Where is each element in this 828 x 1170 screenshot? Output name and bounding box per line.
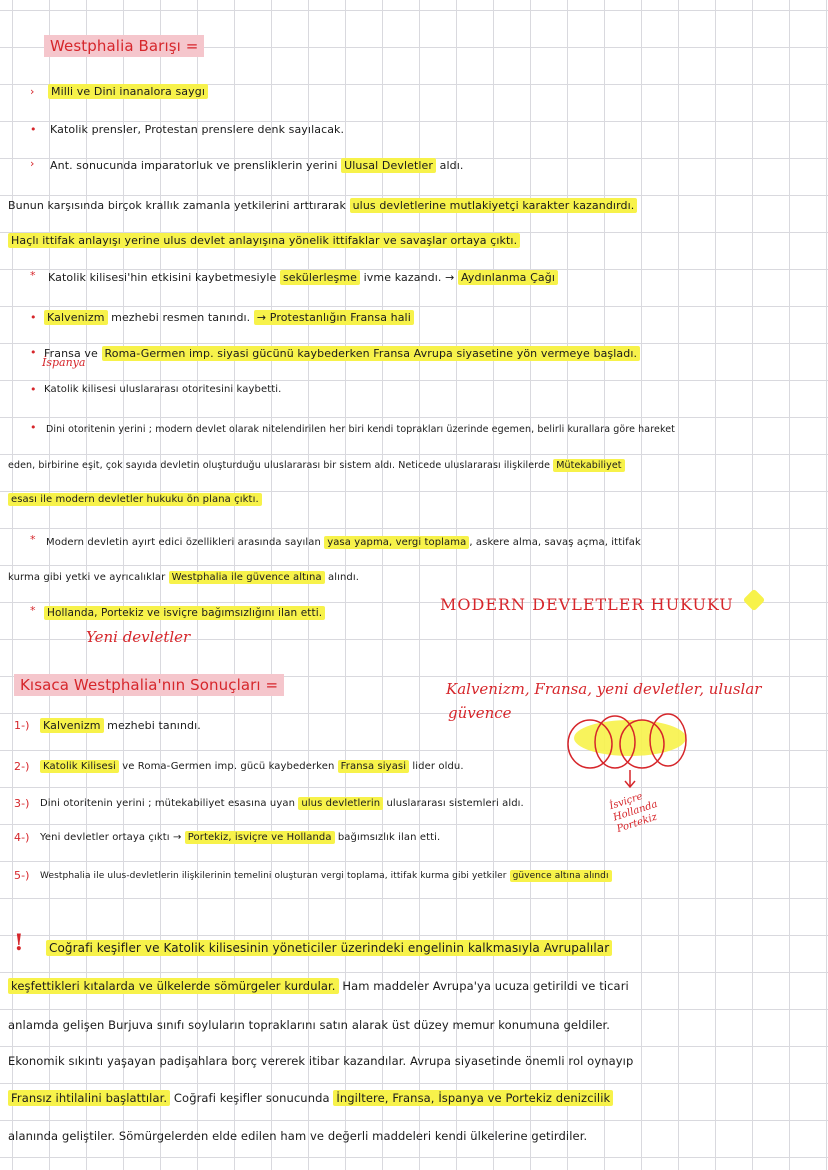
highlight-text: yasa yapma, vergi toplama [324, 536, 469, 549]
result-item: Yeni devletler ortaya çıktı → Portekiz, isviçre ve Hollanda bağımsızlık ilan etti. [40, 832, 441, 843]
highlight-mark [743, 589, 766, 612]
bullet-marker: • [30, 346, 37, 359]
bullet-marker: › [30, 157, 35, 170]
result-number: 3-) [14, 797, 30, 810]
bullet-text: Kalvenizm mezhebi resmen tanındı. → Protestanlığın Fransa hali [44, 310, 414, 326]
highlight-text: Haçlı ittifak anlayışı yerine ulus devlet anlayışına yönelik ittifaklar ve savaşlar ortaya çıktı. [8, 233, 520, 248]
result-number: 5-) [14, 869, 30, 882]
paragraph-line: alanında geliştiler. Sömürgelerden elde edilen ham ve değerli maddeleri kendi ülkelerine getirdiler. [8, 1129, 588, 1143]
bullet-text: Ant. sonucunda imparatorluk ve prensliklerin yerini Ulusal Devletler aldı. [50, 159, 464, 172]
paragraph-line: anlamda gelişen Burjuva sınıfı soyluların topraklarını satın alarak üst düzey memur konumuna geldiler. [8, 1018, 611, 1032]
section-title-westphalia: Westphalia Barışı = [44, 38, 204, 54]
result-item: Dini otoritenin yerini ; mütekabiliyet esasına uyan ulus devletlerin uluslararası sistemleri aldı. [40, 798, 524, 809]
paragraph-line: kurma gibi yetki ve ayrıcalıklar Westphalia ile güvence altına alındı. [8, 572, 359, 583]
paragraph-line: Bunun karşısında birçok krallık zamanla yetkilerini arttırarak ulus devletlerine mutlakiyetçi karakter kazandırdı. [8, 198, 637, 214]
bullet-text: Modern devletin ayırt edici özellikleri arasında sayılan yasa yapma, vergi toplama , askere alma, savaş açma, ittifak [46, 537, 641, 548]
highlight-text: sekülerleşme [280, 270, 360, 285]
bullet-text: Fransa ve Roma-Germen imp. siyasi gücünü kaybederken Fransa Avrupa siyasetine yön vermeye başladı. [44, 346, 640, 362]
red-note: İspanya [42, 356, 86, 369]
red-side-note: güvence [448, 704, 512, 722]
bullet-marker: * [30, 269, 36, 282]
highlight-text: Fransa siyasi [338, 760, 409, 773]
highlight-text: Westphalia ile güvence altına [169, 571, 325, 584]
result-item: Westphalia ile ulus-devletlerin ilişkilerinin temelini oluşturan vergi toplama, ittifak kurma gibi yetkiler güvence altına alındı [40, 868, 612, 884]
highlight-text: Fransız ihtilalini başlattılar. [8, 1090, 170, 1106]
result-number: 2-) [14, 760, 30, 773]
highlight-text: Katolik Kilisesi [40, 760, 119, 773]
highlight-text: İngiltere, Fransa, İspanya ve Portekiz denizcilik [333, 1090, 613, 1106]
red-circle-note: İsviçre Hollanda Portekiz [608, 791, 659, 835]
result-item: Kalvenizm mezhebi tanındı. [40, 718, 201, 734]
red-note-modern-law: MODERN DEVLETLER HUKUKU [440, 595, 734, 614]
bullet-marker: › [30, 85, 35, 98]
bullet-text: Dini otoritenin yerini ; modern devlet olarak nitelendirilen her biri kendi toprakları üzerinde egemen, belirli kurallara göre hareket [46, 424, 675, 435]
highlight-text: keşfettikleri kıtalarda ve ülkelerde sömürgeler kurdular. [8, 978, 339, 994]
bullet-text [44, 605, 325, 621]
highlight-text: ulus devletlerine mutlakiyetçi karakter kazandırdı. [350, 198, 638, 213]
bullet-marker: • [30, 123, 37, 136]
highlight-text: Portekiz, isviçre ve Hollanda [185, 831, 335, 844]
bullet-marker: • [30, 383, 37, 396]
result-number: 4-) [14, 831, 30, 844]
paragraph-line [46, 940, 612, 956]
result-item: Katolik Kilisesi ve Roma-Germen imp. gücü kaybederken Fransa siyasi lider oldu. [40, 759, 464, 775]
paragraph-line: Fransız ihtilalini başlattılar. Coğrafi keşifler sonucunda İngiltere, Fransa, İspanya ve Portekiz denizcilik [8, 1090, 613, 1106]
highlight-text: Hollanda, Portekiz ve isviçre bağımsızlığını ilan etti. [44, 606, 325, 620]
highlight-text: Coğrafi keşifler ve Katolik kilisesinin yöneticiler üzerindeki engelinin kalkmasıyla Avrupalılar [46, 940, 612, 956]
highlight-text: Roma-Germen imp. siyasi gücünü kaybederken Fransa Avrupa siyasetine yön vermeye başladı. [102, 346, 641, 361]
highlight-text: Mütekabiliyet [553, 459, 624, 472]
highlight-text: Aydınlanma Çağı [458, 270, 558, 285]
bullet-marker: • [30, 311, 37, 324]
bullet-marker: * [30, 533, 36, 546]
paragraph-line [8, 233, 520, 249]
result-number: 1-) [14, 719, 30, 732]
bullet-text: Katolik kilisesi'hin etkisini kaybetmesiyle sekülerleşme ivme kazandı. → Aydınlanma Çağı [48, 270, 558, 286]
bullet-text: Katolik prensler, Protestan prenslere denk sayılacak. [50, 123, 345, 136]
paragraph-line [8, 492, 262, 508]
bullet-marker: • [30, 421, 37, 434]
highlight-text: → Protestanlığın Fransa hali [254, 310, 414, 325]
bullet-marker: * [30, 604, 36, 617]
paragraph-line: keşfettikleri kıtalarda ve ülkelerde sömürgeler kurdular. Ham maddeler Avrupa'ya ucuza getirildi ve ticari [8, 978, 629, 994]
highlight-text: Kalvenizm [44, 310, 108, 325]
paragraph-line: Ekonomik sıkıntı yaşayan padişahlara borç vererek itibar kazandılar. Avrupa siyasetinde önemli rol oynayıp [8, 1054, 634, 1068]
highlight-text: ulus devletlerin [298, 797, 383, 810]
highlight-text: esası ile modern devletler hukuku ön plana çıktı. [8, 493, 262, 506]
highlight-text: Milli ve Dini inanalora saygı [48, 84, 208, 99]
highlight-text: güvence altına alındı [510, 870, 612, 882]
red-note-new-states: Yeni devletler [86, 628, 191, 646]
bullet-text: Katolik kilisesi uluslararası otoritesini kaybetti. [44, 384, 282, 395]
exclamation-icon: ! [14, 930, 24, 956]
bullet-text [48, 84, 208, 100]
red-side-note: Kalvenizm, Fransa, yeni devletler, uluslar [446, 680, 762, 698]
highlight-text: Kalvenizm [40, 718, 104, 733]
highlight-text: Ulusal Devletler [341, 158, 436, 173]
section-title-results: Kısaca Westphalia'nın Sonuçları = [14, 677, 284, 693]
paragraph-line: eden, birbirine eşit, çok sayıda devletin oluşturduğu uluslararası bir sistem aldı. Neticede uluslararası ilişkilerde Mütekabiliyet [8, 458, 625, 474]
